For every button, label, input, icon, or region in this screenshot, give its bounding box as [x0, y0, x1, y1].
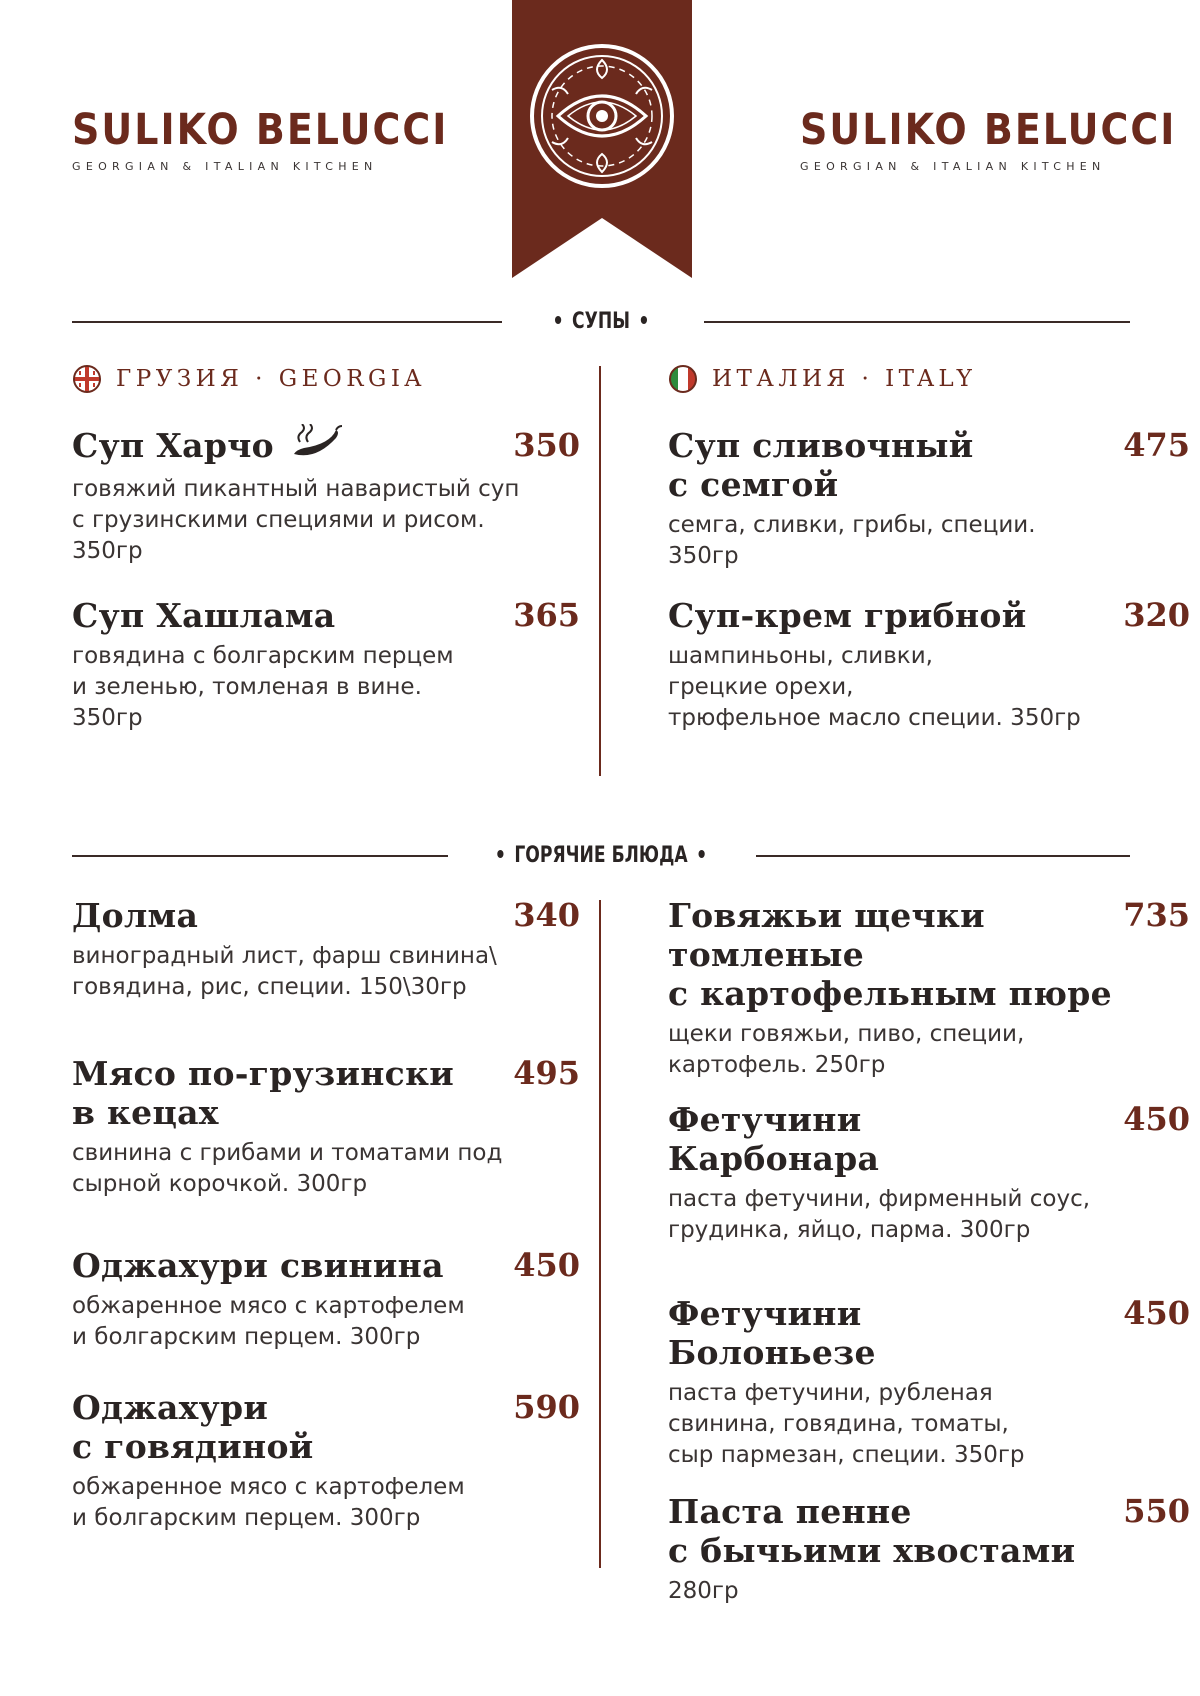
- item-title: Паста пенне с бычьими хвостами: [668, 1492, 1076, 1570]
- menu-item: [668, 596, 1190, 734]
- menu-item: [72, 896, 580, 1003]
- item-description: щеки говяжьи, пиво, специи, картофель. 250гр: [668, 1021, 1025, 1078]
- item-description: паста фетучини, фирменный соус, грудинка, яйцо, парма. 300гр: [668, 1186, 1091, 1243]
- item-title: Суп сливочный с семгой: [668, 426, 974, 504]
- column-divider: [599, 900, 601, 1568]
- menu-item: [72, 1388, 580, 1534]
- item-price: 450: [1123, 1294, 1190, 1332]
- brand-subtitle: GEORGIAN & ITALIAN KITCHEN: [72, 160, 378, 173]
- menu-item: [72, 596, 580, 734]
- item-title: Оджахури с говядиной: [72, 1388, 314, 1466]
- brand-name: SULIKO BELUCCI: [72, 104, 449, 154]
- item-title: Говяжьи щечки томленые с картофельным пюре: [668, 896, 1112, 1013]
- item-title: Фетучини Болоньезе: [668, 1294, 876, 1372]
- section-title-soups: СУПЫ: [188, 310, 1013, 334]
- chili-pepper-icon: [286, 424, 346, 464]
- country-label: ГРУЗИЯ · GEORGIA: [116, 366, 426, 392]
- georgia-flag-icon: [72, 364, 102, 394]
- item-description: свинина с грибами и томатами под сырной корочкой. 300гр: [72, 1140, 503, 1197]
- country-italy: [668, 364, 976, 394]
- item-price: 450: [1123, 1100, 1190, 1138]
- brand-logo-left: [72, 104, 449, 173]
- item-title: Оджахури свинина: [72, 1246, 444, 1285]
- item-description: семга, сливки, грибы, специи. 350гр: [668, 512, 1036, 569]
- item-price: 550: [1123, 1492, 1190, 1530]
- item-price: 735: [1123, 896, 1190, 934]
- menu-item: [668, 426, 1190, 572]
- menu-item: [72, 1054, 580, 1200]
- item-description: виноградный лист, фарш свинина\ говядина, рис, специи. 150\30гр: [72, 943, 497, 1000]
- menu-item: [668, 1492, 1190, 1607]
- menu-item: [668, 896, 1190, 1081]
- item-description: паста фетучини, рубленая свинина, говядина, томаты, сыр пармезан, специи. 350гр: [668, 1380, 1025, 1468]
- section-header-soups: [72, 310, 1130, 334]
- item-title: Суп Харчо: [72, 426, 519, 468]
- brand-logo-right: [800, 104, 1177, 173]
- item-title: Суп Хашлама: [72, 596, 336, 635]
- brand-name: SULIKO BELUCCI: [800, 104, 1177, 154]
- item-description: говяжий пикантный наваристый суп с грузинскими специями и рисом. 350гр: [72, 476, 520, 564]
- item-title: Суп-крем грибной: [668, 596, 1027, 635]
- section-title-hot: ГОРЯЧИЕ БЛЮДА: [188, 844, 1013, 868]
- ribbon-emblem: [512, 0, 692, 278]
- country-label: ИТАЛИЯ · ITALY: [712, 366, 977, 392]
- item-price: 320: [1123, 596, 1190, 634]
- item-title: Долма: [72, 896, 199, 935]
- country-georgia: [72, 364, 426, 394]
- menu-item: [72, 1246, 580, 1353]
- item-description: шампиньоны, сливки, грецкие орехи, трюфельное масло специи. 350гр: [668, 643, 1081, 731]
- item-description: говядина с болгарским перцем и зеленью, томленая в вине. 350гр: [72, 643, 454, 731]
- item-price: 590: [513, 1388, 580, 1426]
- brand-subtitle: GEORGIAN & ITALIAN KITCHEN: [800, 160, 1106, 173]
- item-description: обжаренное мясо с картофелем и болгарским перцем. 300гр: [72, 1293, 465, 1350]
- menu-item: [72, 426, 580, 567]
- item-title: Фетучини Карбонара: [668, 1100, 880, 1178]
- italy-flag-icon: [668, 364, 698, 394]
- item-price: 340: [513, 896, 580, 934]
- item-price: 365: [513, 596, 580, 634]
- eye-emblem-icon: [512, 0, 692, 278]
- item-description: обжаренное мясо с картофелем и болгарским перцем. 300гр: [72, 1474, 465, 1531]
- item-price: 475: [1123, 426, 1190, 464]
- menu-item: [668, 1294, 1190, 1471]
- column-divider: [599, 366, 601, 776]
- item-price: 450: [513, 1246, 580, 1284]
- item-price: 350: [513, 426, 580, 464]
- menu-item: [668, 1100, 1190, 1246]
- section-header-hot: [72, 844, 1130, 868]
- item-title: Мясо по-грузински в кецах: [72, 1054, 454, 1132]
- item-price: 495: [513, 1054, 580, 1092]
- item-description: 280гр: [668, 1578, 739, 1604]
